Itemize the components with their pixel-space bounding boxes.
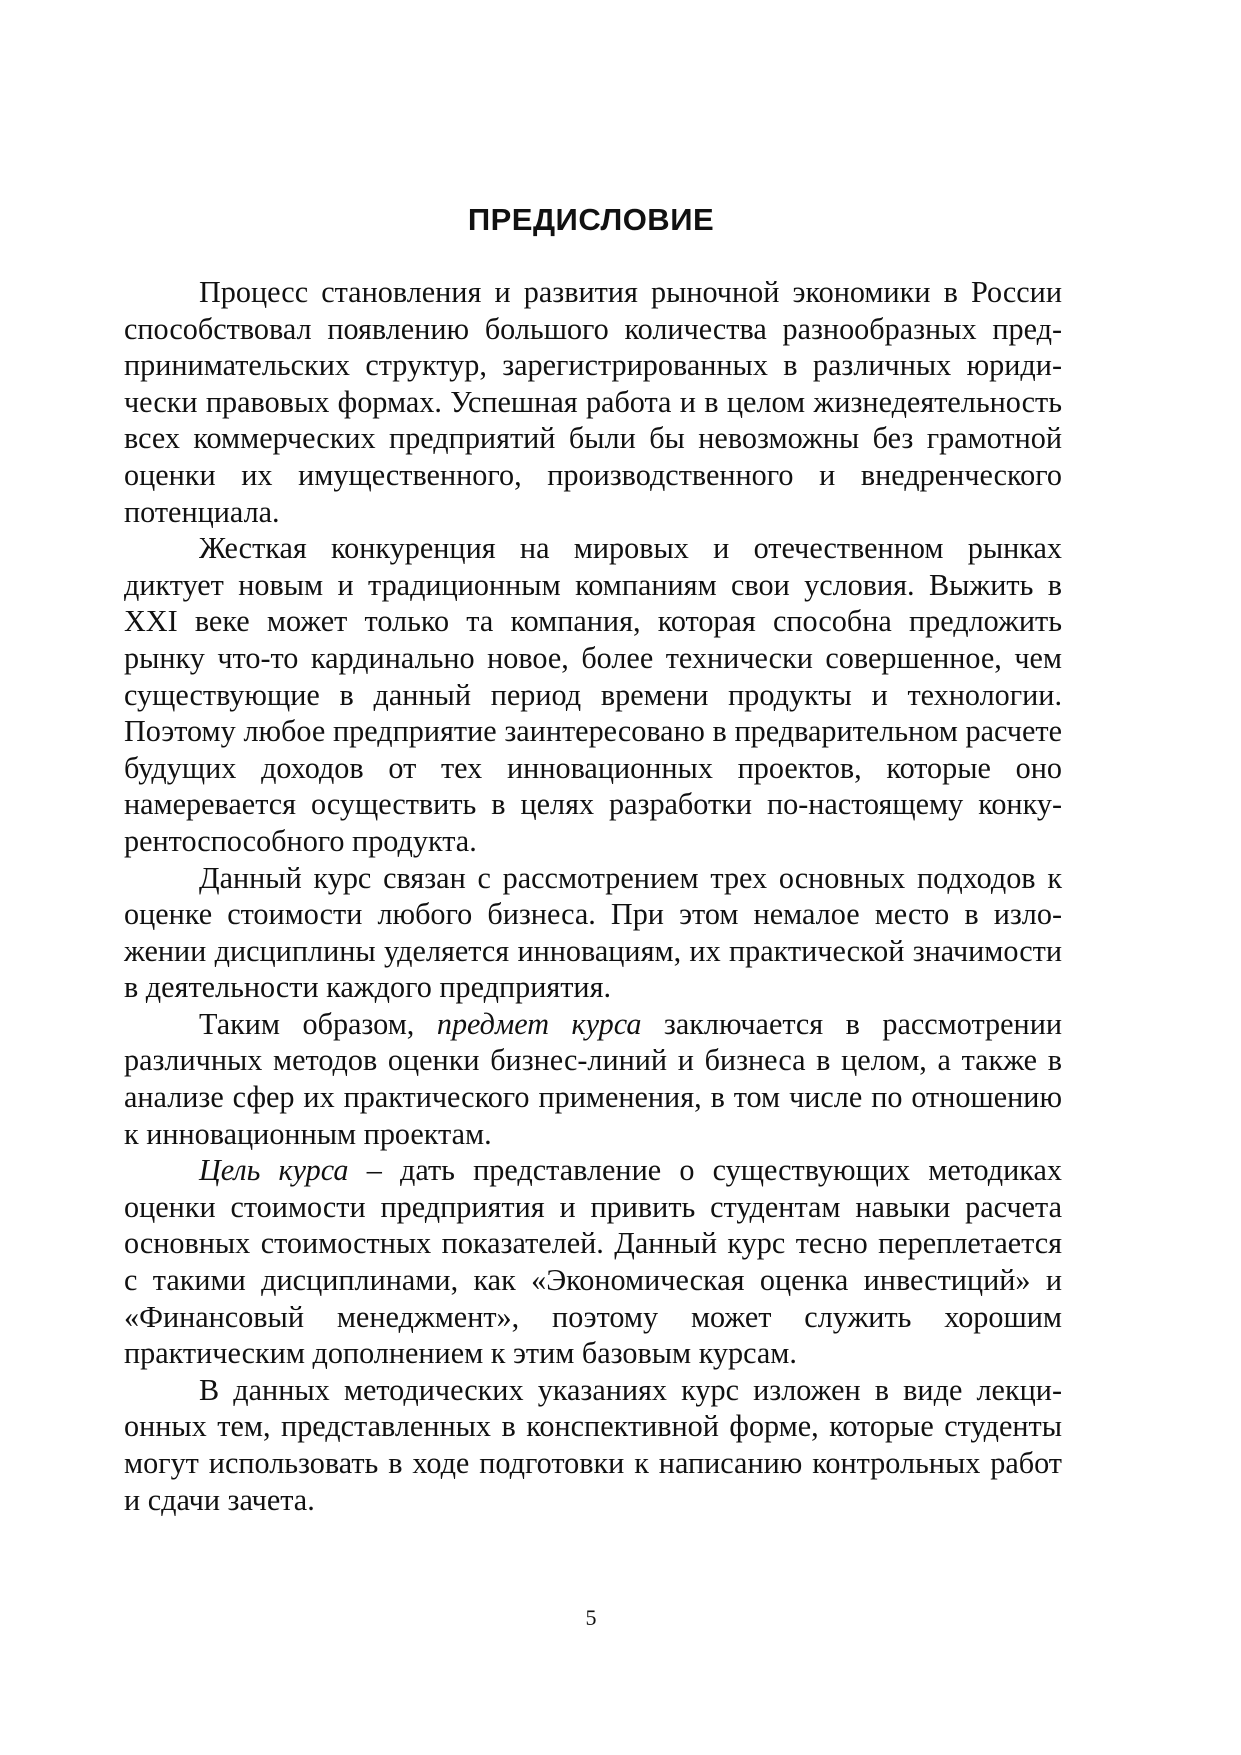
paragraph-4-lead: Таким образом, (199, 1006, 437, 1041)
paragraph-3: Данный курс связан с рассмотрением трех основных подходов к оценке стоимости любого бизнеса. При этом немалое место в изложении дисциплины уделяется инновациям, их практической значимости в деятельности каждого предприятия. (124, 860, 1062, 1005)
paragraph-6: В данных методических указаниях курс изложен в виде лекционных тем, представленных в конспективной форме, которые студенты могут использовать в ходе подготовки к написанию контрольных работ и сдачи зачета. (124, 1372, 1062, 1517)
paragraph-5-emphasis: Цель курса (199, 1153, 349, 1188)
paragraph-4-emphasis: предмет курса (436, 1006, 642, 1041)
paragraph-2: Жесткая конкуренция на мировых и отечественном рынках диктует новым и традиционным компаниям свои условия. Выжить в XXI веке может только та компания, которая способна предложить рынку что-то кардинально новое, более технически совершенное, чем существующие в данный период времени продукты и технологии. Поэтому любое предприятие заинтересовано в предварительном расчете будущих доходов от тех инновационных проектов, которые оно намеревается осуществить в целях разработки по-настоящему конкурентоспособного продукта. (124, 531, 1062, 858)
body-text (124, 274, 1062, 1518)
page-title: ПРЕДИСЛОВИЕ (467, 202, 715, 237)
paragraph-1: Процесс становления и развития рыночной экономики в России способствовал появлению большого количества разнообразных предпринимательских структур, зарегистрированных в различных юридически правовых формах. Успешная работа и в целом жизнедеятельность всех коммерческих предприятий были бы невозможны без грамотной оценки их имущественного, производственного и внедренческого потенциала. (124, 275, 1062, 529)
paragraph-4-rest: заключается в рассмотрении различных методов оценки бизнес-линий и бизнеса в целом, а также в анализе сфер их практического применения, в том числе по отношению к инновационным проектам. (124, 1006, 1062, 1151)
paragraph-4 (124, 1006, 1062, 1152)
paragraph-5-rest: – дать представление о существующих методиках оценки стоимости предприятия и привить студентам навыки расчета основных стоимостных показателей. Данный курс тесно переплетается с такими дисциплинами, как «Экономическая оценка инвестиций» и «Финансовый менеджмент», поэтому может служить хорошим практическим дополнением к этим базовым курсам. (124, 1153, 1062, 1371)
page-number: 5 (585, 1605, 597, 1630)
paragraph-5 (124, 1152, 1062, 1372)
